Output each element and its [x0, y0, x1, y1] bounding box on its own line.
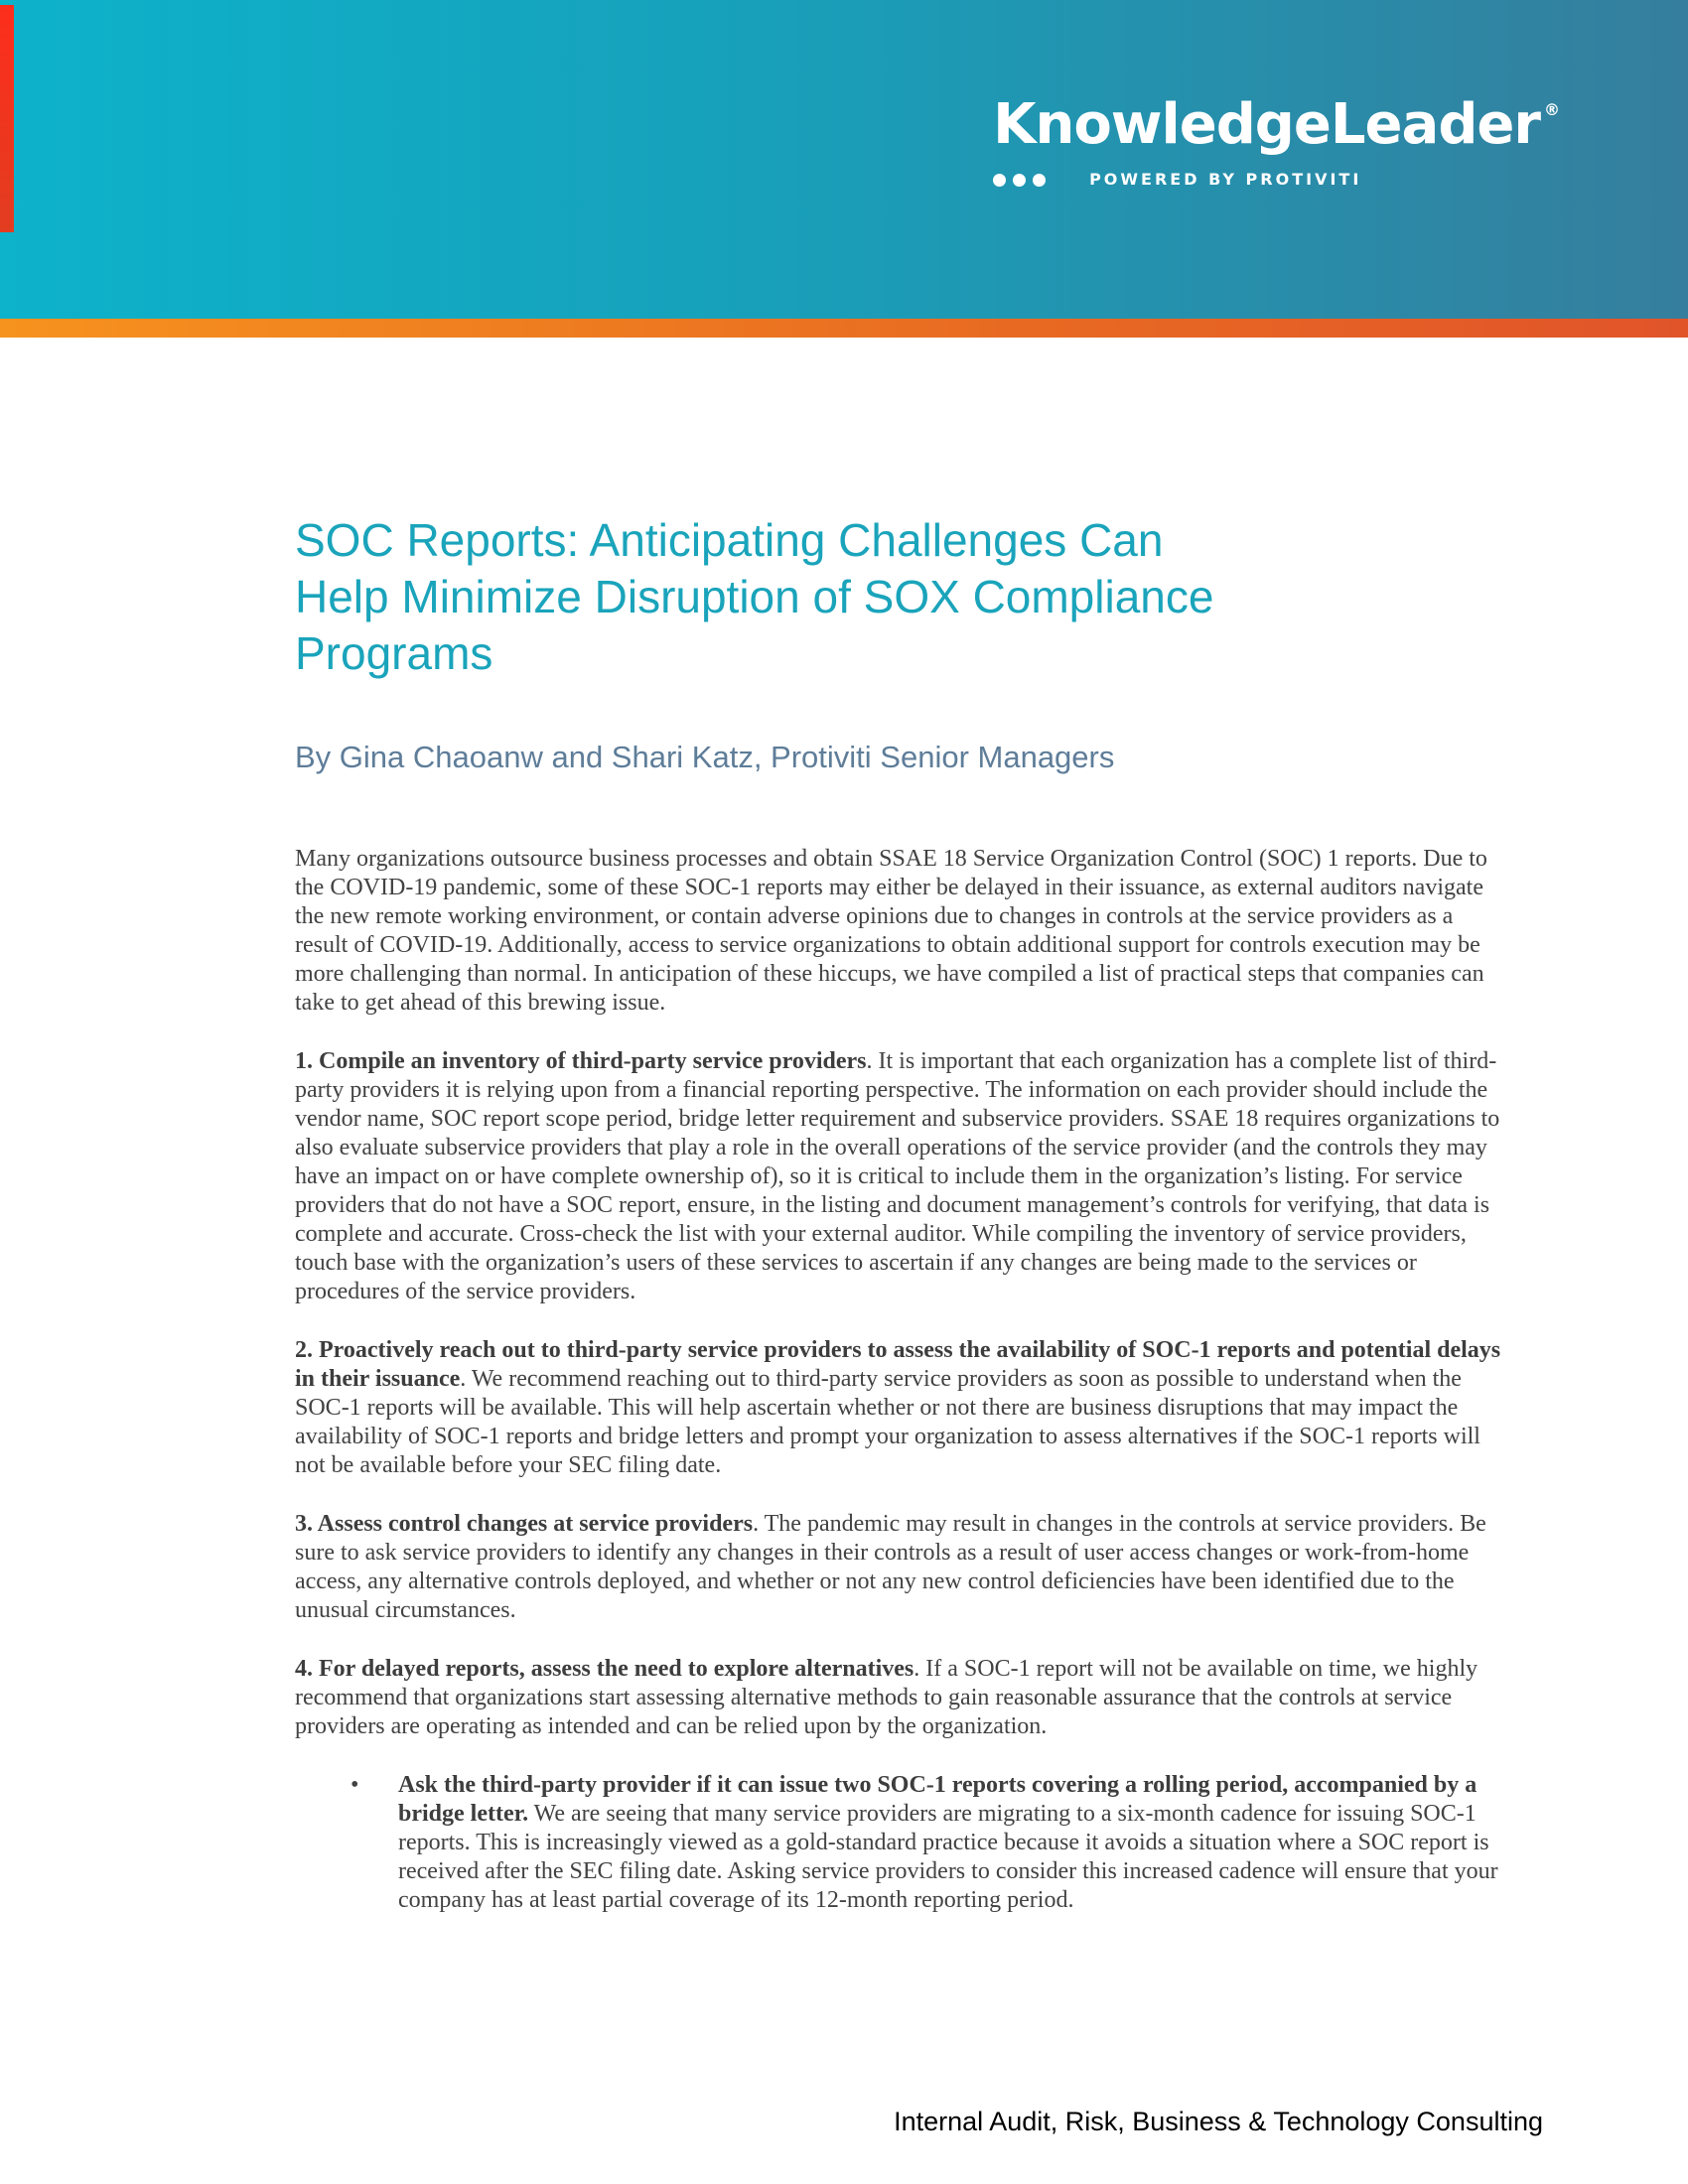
dot-icon	[993, 174, 1006, 187]
bullet-dot: •	[351, 1772, 359, 1798]
orange-accent-bar	[0, 319, 1688, 338]
intro-paragraph: Many organizations outsource business processes and obtain SSAE 18 Service Organization Control (SOC) 1 reports. Due to the COVID-19 pandemic, some of these SOC-1 reports may either be delayed in their issuance, as external auditors navigate the new remote working environment, or contain adverse opinions due to changes in controls at the service providers as a result of COVID-19. Additionally, access to service organizations to obtain additional support for controls execution may be more challenging than normal. In anticipation of these hiccups, we have compiled a list of practical steps that companies can take to get ahead of this brewing issue.	[295, 846, 1487, 1016]
dot-icon	[1033, 174, 1046, 187]
section-2-text: . We recommend reaching out to third-party service providers as soon as possible to understand when the SOC-1 reports will be available. This will help ascertain whether or not there are business disruptions that may impact the availability of SOC-1 reports and bridge letters and prompt your organization to assess alternatives if the SOC-1 reports will not be available before your SEC filing date.	[295, 1366, 1480, 1478]
bullet-text	[398, 1771, 1504, 1915]
three-dots-icon	[993, 174, 1046, 187]
bullet-lead: Ask the third-party provider if it can issue two SOC-1 reports covering a rolling period, accompanied by a bridge letter.	[398, 1772, 1477, 1827]
logo-tagline-row	[993, 172, 1559, 188]
title-line-3: Programs	[295, 627, 493, 679]
section-4-text: . If a SOC-1 report will not be available on time, we highly recommend that organizations start assessing alternative methods to gain reasonable assurance that the controls at service providers are operating as intended and can be relied upon by the organization.	[295, 1656, 1478, 1739]
section-1-text: . It is important that each organization has a complete list of third-party providers it is relying upon from a financial reporting perspective. The information on each provider should include the vendor name, SOC report scope period, bridge letter requirement and subservice providers. SSAE 18 requires organizations to also evaluate subservice providers that play a role in the overall operations of the service provider (and the controls they may have an impact on or have complete ownership of), so it is critical to include them in the organization’s listing. For service providers that do not have a SOC report, ensure, in the listing and document management’s controls for verifying, that data is complete and accurate. Cross-check the list with your external auditor. While compiling the inventory of service providers, touch base with the organization’s users of these services to ascertain if any changes are being made to the services or procedures of the service providers.	[295, 1048, 1500, 1304]
powered-by-protiviti-label: POWERED BY PROTIVITI	[1089, 170, 1362, 189]
section-1-lead: 1. Compile an inventory of third-party service providers	[295, 1048, 867, 1074]
article-body	[295, 845, 1504, 1915]
section-paragraph-3	[295, 1510, 1504, 1625]
bullet-rest: We are seeing that many service providers are migrating to a six-month cadence for issuing SOC-1 reports. This is increasingly viewed as a gold-standard practice because it avoids a situation where a SOC report is received after the SEC filing date. Asking service providers to consider this increased cadence will ensure that your company has at least partial coverage of its 12-month reporting period.	[398, 1801, 1498, 1913]
dot-icon	[1013, 174, 1026, 187]
logo-wordmark	[993, 92, 1559, 157]
page-title	[295, 512, 1504, 682]
knowledgeleader-logo	[993, 92, 1559, 189]
section-paragraph-1	[295, 1047, 1504, 1306]
section-2-lead: 2. Proactively reach out to third-party service providers to assess the availability of SOC-1 reports and potential delays in their issuance	[295, 1337, 1501, 1392]
footer-tagline: Internal Audit, Risk, Business & Technology Consulting	[894, 2107, 1543, 2136]
header-banner	[0, 0, 1688, 319]
logo-text: KnowledgeLeader	[993, 92, 1540, 157]
title-line-1: SOC Reports: Anticipating Challenges Can	[295, 514, 1164, 566]
section-4-lead: 4. For delayed reports, assess the need to explore alternatives	[295, 1656, 914, 1682]
bullet-item	[295, 1771, 1504, 1915]
section-3-lead: 3. Assess control changes at service providers	[295, 1511, 754, 1537]
article-content	[295, 338, 1504, 1915]
byline: By Gina Chaoanw and Shari Katz, Protiviti Senior Managers	[295, 740, 1115, 774]
section-paragraph-2	[295, 1336, 1504, 1480]
section-paragraph-4	[295, 1655, 1504, 1741]
left-edge-red-strip	[0, 5, 14, 232]
registered-trademark-icon: ®	[1544, 100, 1559, 119]
title-line-2: Help Minimize Disruption of SOX Compliance	[295, 571, 1214, 622]
section-3-text: . The pandemic may result in changes in the controls at service providers. Be sure to ask service providers to identify any changes in their controls as a result of user access changes or work-from-home access, any alternative controls deployed, and whether or not any new control deficiencies have been identified due to the unusual circumstances.	[295, 1511, 1486, 1623]
